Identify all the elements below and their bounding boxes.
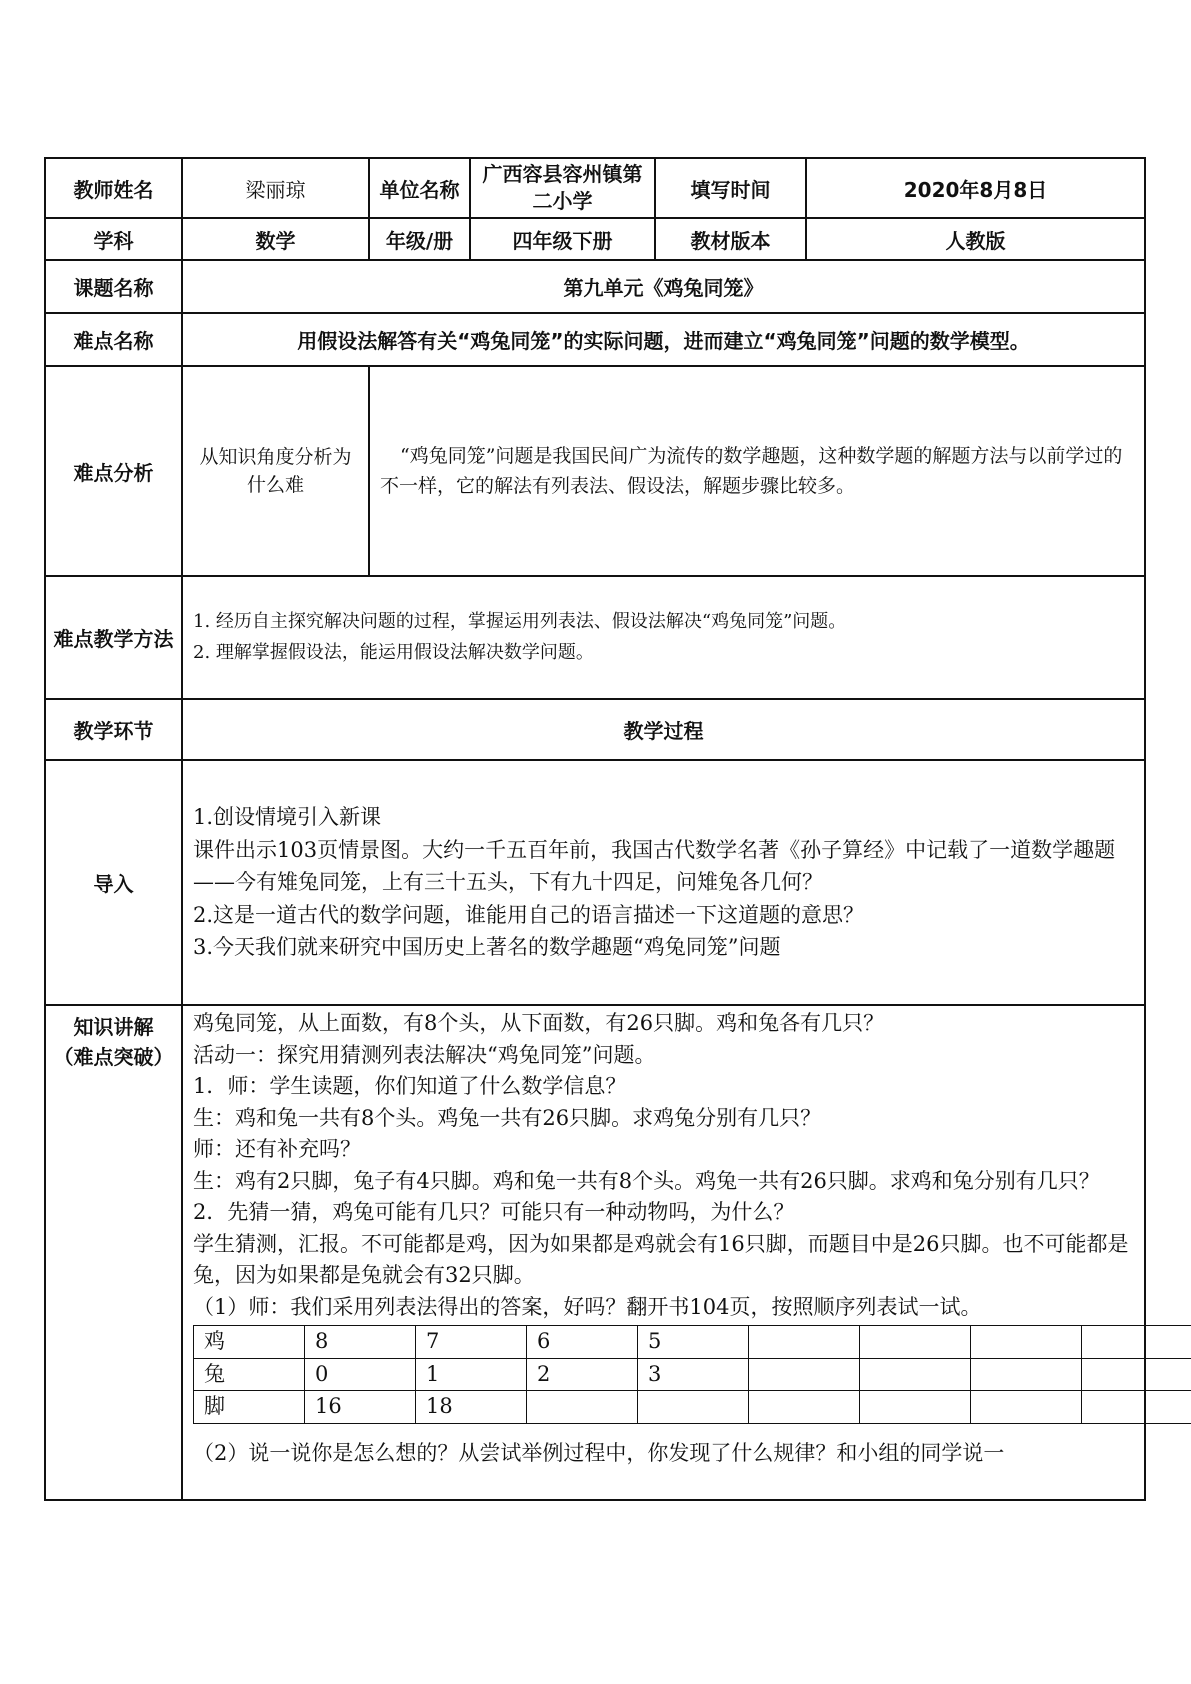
- process-header-row: [45, 699, 1145, 760]
- knowledge-line-3: 1．师：学生读题，你们知道了什么数学信息？: [193, 1074, 627, 1098]
- sub-table-cell: 8: [305, 1326, 416, 1359]
- date-value: 2020年8月8日: [806, 158, 1145, 218]
- method-row: [45, 576, 1145, 699]
- sub-table-cell: [971, 1326, 1082, 1359]
- topic-value: 第九单元《鸡兔同笼》: [182, 260, 1145, 313]
- knowledge-after-table: （2）说一说你是怎么想的？从尝试举例过程中，你发现了什么规律？和小组的同学说一: [193, 1440, 1005, 1465]
- knowledge-label-line2: （难点突破）: [53, 1045, 174, 1069]
- knowledge-line-7: 2．先猜一猜，鸡兔可能有几只？可能只有一种动物吗，为什么？: [193, 1200, 795, 1224]
- knowledge-line-8: 学生猜测，汇报。不可能都是鸡，因为如果都是鸡就会有16只脚，而题目中是26只脚。也不可能都是兔，因为如果都是兔就会有32只脚。: [193, 1231, 1129, 1287]
- subject-label: 学科: [45, 218, 182, 260]
- sub-table-row-label: 鸡: [194, 1326, 305, 1359]
- knowledge-label-line1: 知识讲解: [73, 1015, 154, 1039]
- intro-line-4: 3.今天我们就来研究中国历史上著名的数学趣题“鸡兔同笼”问题: [193, 935, 781, 960]
- lesson-plan-table: [44, 157, 1146, 1501]
- sub-table-cell: [860, 1391, 971, 1424]
- knowledge-label: [45, 1005, 182, 1500]
- grade-value: 四年级下册: [470, 218, 655, 260]
- analysis-text: [369, 366, 1145, 576]
- date-label: 填写时间: [655, 158, 806, 218]
- analysis-label: 难点分析: [45, 366, 182, 576]
- process-value: 教学过程: [182, 699, 1145, 760]
- sub-table-cell: 5: [638, 1326, 749, 1359]
- sub-table-cell: [971, 1358, 1082, 1391]
- intro-line-2: 课件出示103页情景图。大约一千五百年前，我国古代数学名著《孙子算经》中记载了一道数学趣题——今有雉兔同笼，上有三十五头，下有九十四足，问雉兔各几何？: [193, 837, 1116, 895]
- sub-table-row: [194, 1391, 1191, 1424]
- sub-table-cell: [749, 1391, 860, 1424]
- chicken-rabbit-table: [193, 1325, 1191, 1424]
- knowledge-line-5: 师：还有补充吗？: [193, 1137, 361, 1161]
- unit-value: 广西容县容州镇第二小学: [470, 158, 655, 218]
- grade-label: 年级/册: [369, 218, 470, 260]
- sub-table-cell: [638, 1391, 749, 1424]
- sub-table-cell: 6: [527, 1326, 638, 1359]
- sub-table-cell: 7: [416, 1326, 527, 1359]
- knowledge-line-4: 生：鸡和兔一共有8个头。鸡兔一共有26只脚。求鸡兔分别有几只？: [193, 1105, 822, 1130]
- sub-table-cell: [860, 1358, 971, 1391]
- intro-body: [182, 760, 1145, 1005]
- sub-table-cell: 0: [305, 1358, 416, 1391]
- edition-label: 教材版本: [655, 218, 806, 260]
- knowledge-line-9: （1）师：我们采用列表法得出的答案，好吗？翻开书104页，按照顺序列表试一试。: [193, 1294, 982, 1319]
- knowledge-body: [182, 1005, 1145, 1500]
- intro-line-1: 1.创设情境引入新课: [193, 805, 382, 830]
- method-body: [182, 576, 1145, 699]
- topic-label: 课题名称: [45, 260, 182, 313]
- method-line-2: 2. 理解掌握假设法，能运用假设法解决数学问题。: [193, 641, 594, 663]
- difficulty-value: 用假设法解答有关“鸡兔同笼”的实际问题，进而建立“鸡兔同笼”问题的数学模型。: [182, 313, 1145, 366]
- teacher-label: 教师姓名: [45, 158, 182, 218]
- sub-table-cell: [1082, 1358, 1191, 1391]
- sub-table-cell: [1082, 1391, 1191, 1424]
- sub-table-cell: 18: [416, 1391, 527, 1424]
- subject-value: 数学: [182, 218, 369, 260]
- sub-table-cell: [527, 1391, 638, 1424]
- analysis-row: [45, 366, 1145, 576]
- analysis-sub-label: 从知识角度分析为什么难: [182, 366, 369, 576]
- sub-table-cell: 16: [305, 1391, 416, 1424]
- intro-label: 导入: [45, 760, 182, 1005]
- process-label: 教学环节: [45, 699, 182, 760]
- sub-table-row: [194, 1358, 1191, 1391]
- sub-table-row-label: 脚: [194, 1391, 305, 1424]
- topic-row: [45, 260, 1145, 313]
- header-row-2: [45, 218, 1145, 260]
- knowledge-line-1: 鸡兔同笼，从上面数，有8个头，从下面数，有26只脚。鸡和兔各有几只？: [193, 1011, 885, 1035]
- teacher-value: 梁丽琼: [182, 158, 369, 218]
- sub-table-row: [194, 1326, 1191, 1359]
- knowledge-line-2: 活动一：探究用猜测列表法解决“鸡兔同笼”问题。: [193, 1042, 656, 1067]
- sub-table-cell: 2: [527, 1358, 638, 1391]
- sub-table-cell: [1082, 1326, 1191, 1359]
- sub-table-cell: [971, 1391, 1082, 1424]
- method-label: 难点教学方法: [45, 576, 182, 699]
- sub-table-cell: 1: [416, 1358, 527, 1391]
- difficulty-label: 难点名称: [45, 313, 182, 366]
- method-line-1: 1. 经历自主探究解决问题的过程，掌握运用列表法、假设法解决“鸡兔同笼”问题。: [193, 610, 847, 632]
- sub-table-row-label: 兔: [194, 1358, 305, 1391]
- sub-table-cell: [749, 1358, 860, 1391]
- analysis-paragraph: “鸡兔同笼”问题是我国民间广为流传的数学趣题，这种数学题的解题方法与以前学过的不一样，它的解法有列表法、假设法，解题步骤比较多。: [380, 444, 1123, 497]
- sub-table-cell: [860, 1326, 971, 1359]
- knowledge-line-6: 生：鸡有2只脚，兔子有4只脚。鸡和兔一共有8个头。鸡兔一共有26只脚。求鸡和兔分别有几只？: [193, 1168, 1100, 1193]
- header-row-1: [45, 158, 1145, 218]
- difficulty-row: [45, 313, 1145, 366]
- intro-line-3: 2.这是一道古代的数学问题，谁能用自己的语言描述一下这道题的意思？: [193, 902, 865, 927]
- intro-row: [45, 760, 1145, 1005]
- unit-label: 单位名称: [369, 158, 470, 218]
- sub-table-cell: 3: [638, 1358, 749, 1391]
- knowledge-row: [45, 1005, 1145, 1500]
- edition-value: 人教版: [806, 218, 1145, 260]
- sub-table-cell: [749, 1326, 860, 1359]
